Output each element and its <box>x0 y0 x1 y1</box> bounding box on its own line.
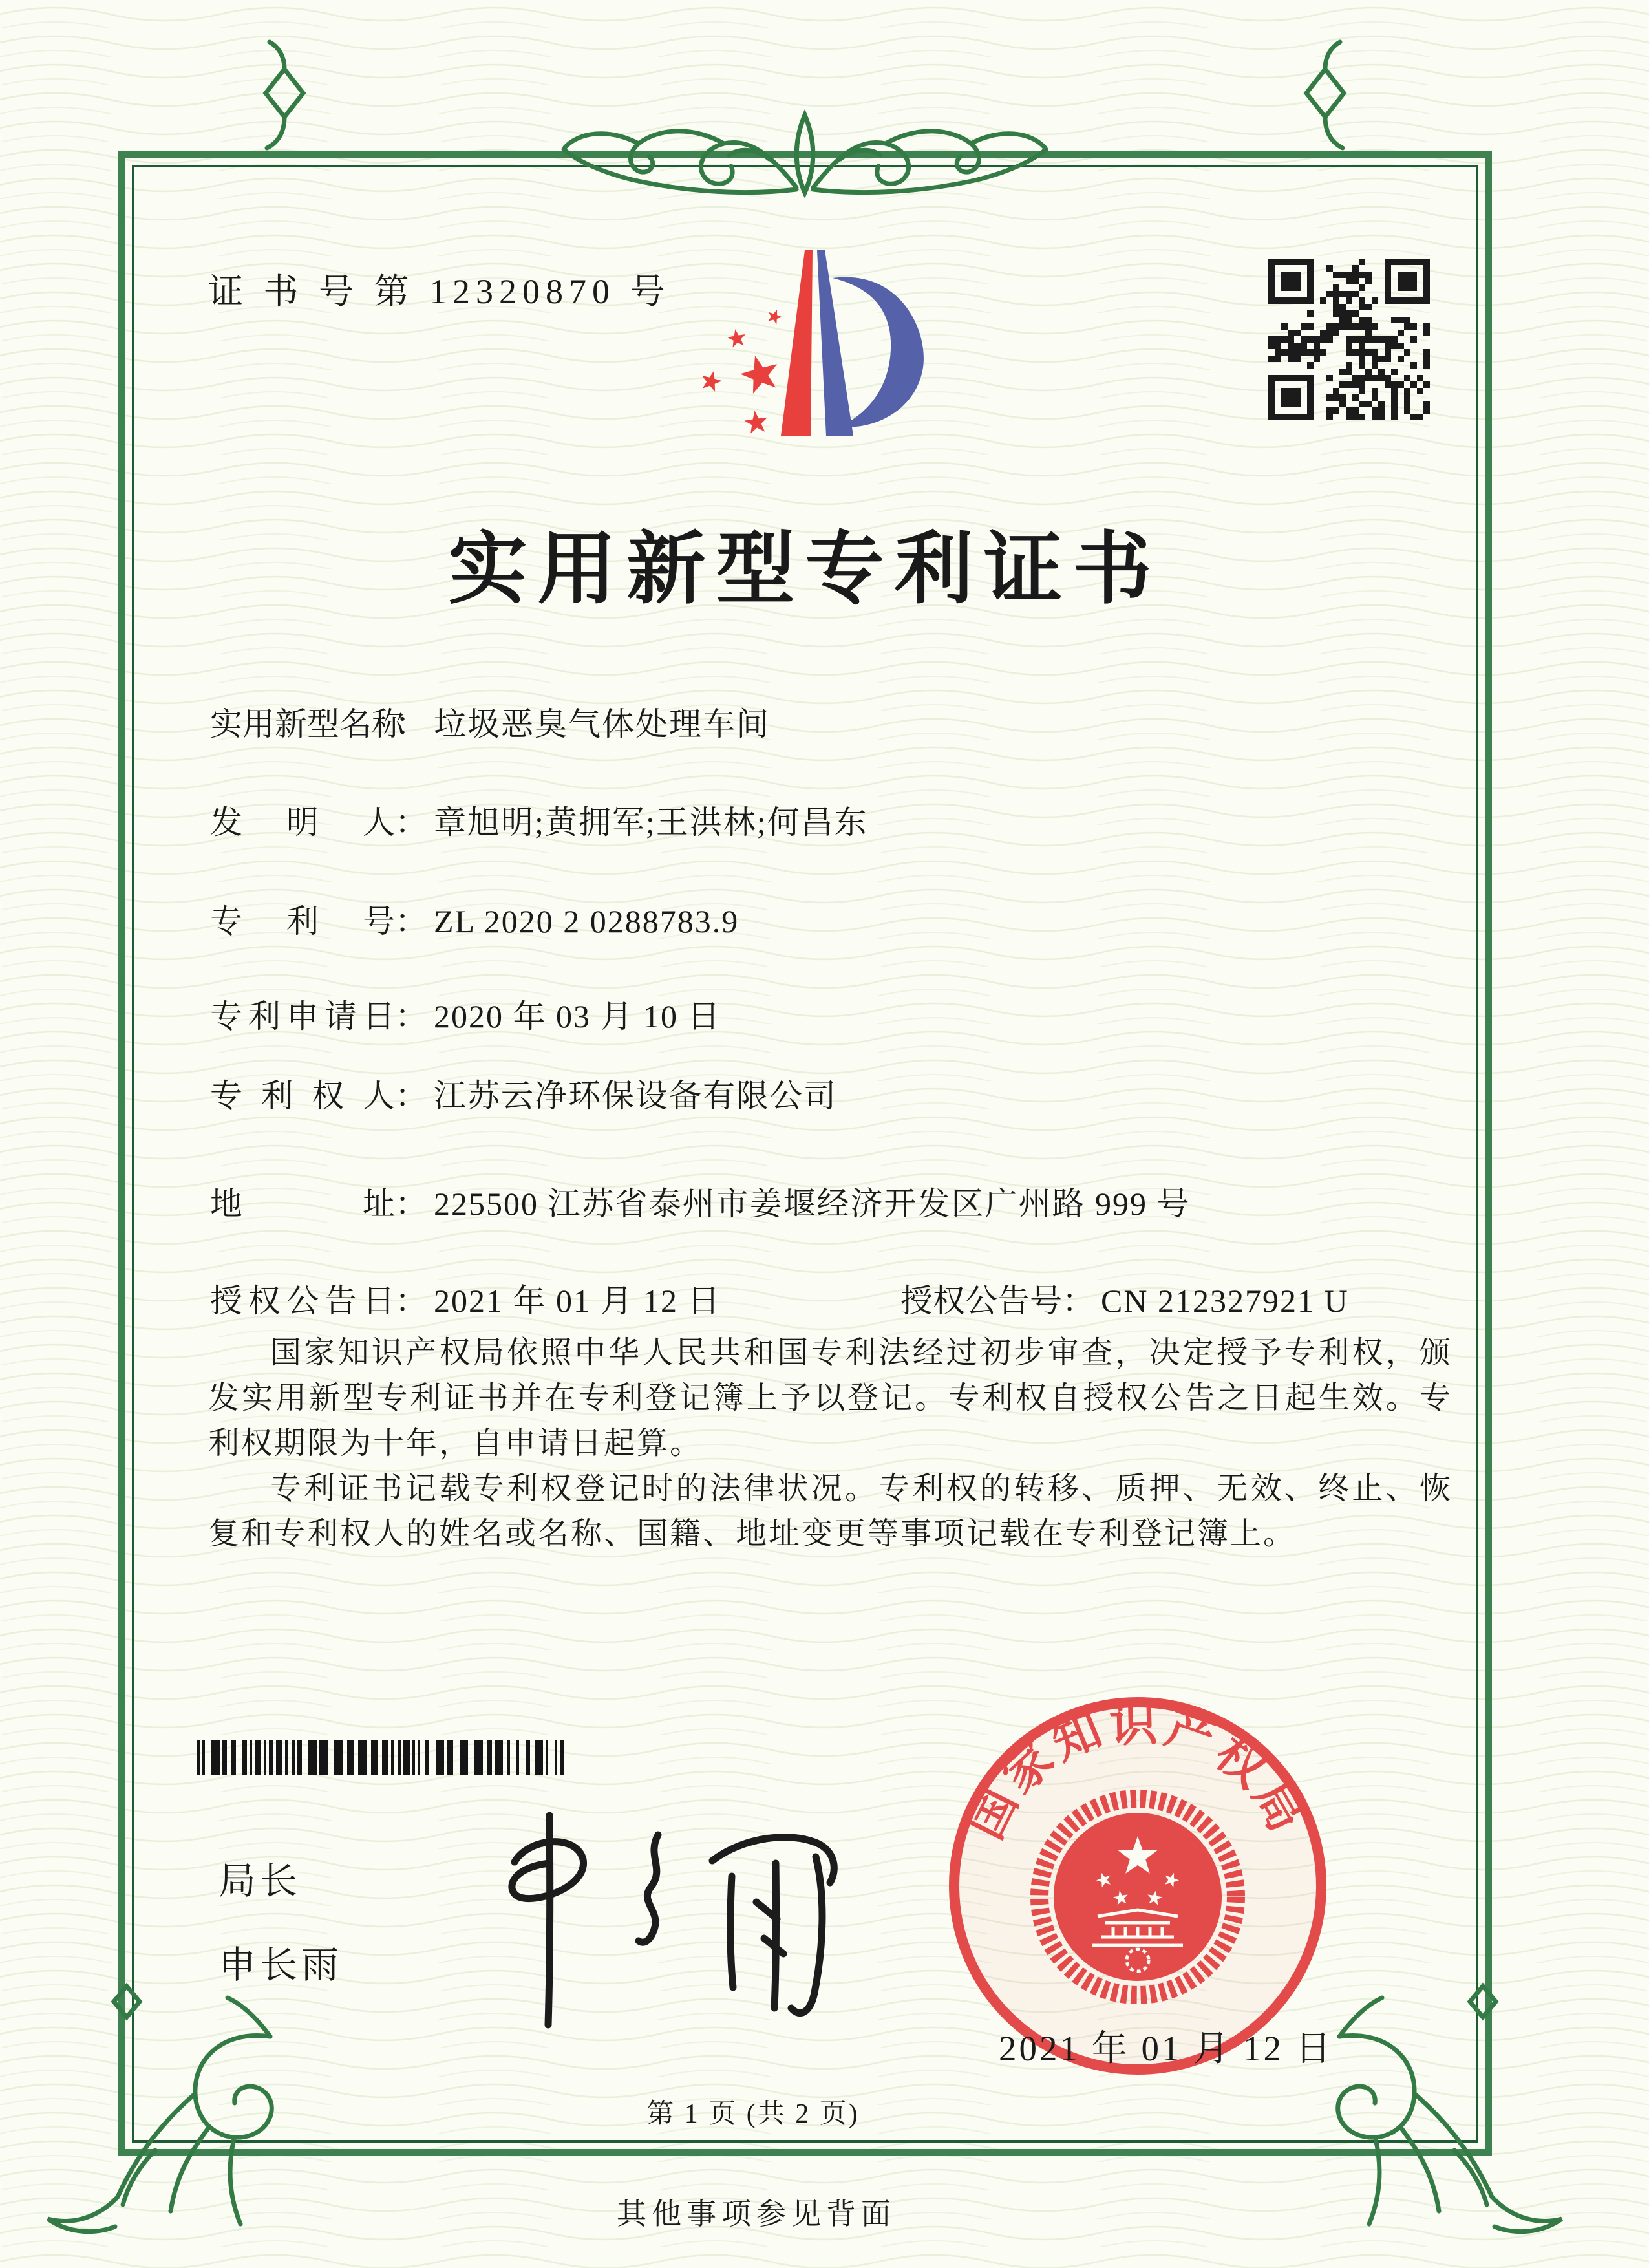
field-row-filing-date <box>210 990 721 1037</box>
seal-ring-text: 国家知识产权局 <box>959 1698 1313 1848</box>
field-label: 发明人 <box>210 804 395 840</box>
field-row-patentee <box>210 1070 837 1117</box>
colon: ： <box>395 1283 427 1319</box>
colon: ： <box>395 706 427 742</box>
field-row-inventors <box>210 797 868 843</box>
colon: ： <box>395 804 427 840</box>
director-signature-icon <box>452 1797 866 2043</box>
colon: ： <box>395 1078 427 1114</box>
colon: ： <box>395 903 427 939</box>
field-value: ZL 2020 2 0288783.9 <box>434 903 739 939</box>
page-number: 第 1 页 (共 2 页) <box>646 2099 860 2129</box>
field-label: 专利号 <box>210 903 395 939</box>
field-value: 垃圾恶臭气体处理车间 <box>434 706 770 742</box>
colon: ： <box>1062 1283 1094 1319</box>
barcode-icon <box>197 1740 571 1775</box>
field-row-name <box>210 698 770 745</box>
legal-paragraph-2: 专利证书记载专利权登记时的法律状况。专利权的转移、质押、无效、终止、恢复和专利权人的姓名或名称、国籍、地址变更等事项记载在专利登记簿上。 <box>208 1471 1452 1551</box>
field-value: 2021 年 01 月 12 日 <box>434 1283 721 1319</box>
qr-code-icon <box>1268 259 1430 420</box>
field-value: CN 212327921 U <box>1101 1283 1349 1319</box>
field-pair-grant-number <box>900 1275 1349 1321</box>
cnipa-stars-p-logo-icon <box>677 241 936 444</box>
field-value: 江苏云净环保设备有限公司 <box>434 1078 837 1114</box>
field-label: 授权公告日 <box>210 1283 395 1319</box>
field-value: 2020 年 03 月 10 日 <box>434 998 721 1034</box>
seal-date: 2021 年 01 月 12 日 <box>999 2029 1334 2068</box>
field-row-grant <box>210 1275 1458 1321</box>
field-value: 章旭明;黄拥军;王洪林;何昌东 <box>434 804 868 840</box>
field-row-patent-no <box>210 895 739 942</box>
field-row-address <box>210 1178 1191 1225</box>
certificate-title: 实用新型专利证书 <box>448 526 1162 614</box>
colon: ： <box>395 998 427 1034</box>
field-value: 225500 江苏省泰州市姜堰经济开发区广州路 999 号 <box>434 1186 1191 1222</box>
back-note: 其他事项参见背面 <box>617 2198 896 2231</box>
field-label: 专利权人 <box>210 1078 395 1114</box>
director-name: 申长雨 <box>218 1944 343 1986</box>
field-label: 地址 <box>210 1186 395 1222</box>
field-label: 实用新型名称 <box>210 706 404 742</box>
field-label: 专利申请日 <box>210 998 395 1034</box>
legal-paragraph-1: 国家知识产权局依照中华人民共和国专利法经过初步审查，决定授予专利权，颁发实用新型专利证书并在专利登记簿上予以登记。专利权自授权公告之日起生效。专利权期限为十年，自申请日起算。 <box>208 1336 1452 1460</box>
field-label: 授权公告号 <box>900 1283 1062 1319</box>
director-title: 局长 <box>218 1860 302 1902</box>
colon: ： <box>395 1186 427 1222</box>
certificate-number: 证 书 号 第 12320870 号 <box>208 272 671 311</box>
legal-text-block <box>208 1331 1452 1557</box>
